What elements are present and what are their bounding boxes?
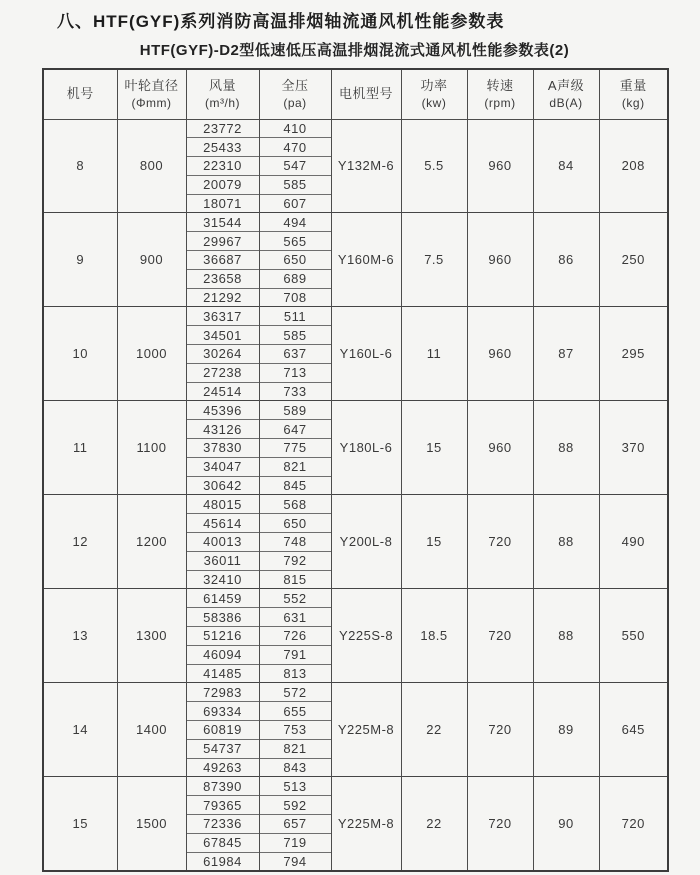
pressure-cell: 726 (259, 627, 331, 646)
airflow-cell: 24514 (186, 382, 259, 401)
weight-cell: 250 (599, 213, 668, 307)
pressure-cell: 794 (259, 852, 331, 871)
pressure-cell: 650 (259, 251, 331, 270)
airflow-cell: 46094 (186, 645, 259, 664)
airflow-cell: 72336 (186, 814, 259, 833)
airflow-cell: 79365 (186, 796, 259, 815)
power-cell: 11 (401, 307, 467, 401)
pressure-cell: 748 (259, 533, 331, 552)
weight-cell: 490 (599, 495, 668, 589)
airflow-cell: 61984 (186, 852, 259, 871)
motor-model-cell: Y225M-8 (331, 683, 401, 777)
airflow-cell: 22310 (186, 157, 259, 176)
pressure-cell: 713 (259, 363, 331, 382)
airflow-cell: 21292 (186, 288, 259, 307)
machine-no-cell: 14 (43, 683, 117, 777)
pressure-cell: 708 (259, 288, 331, 307)
speed-cell: 720 (467, 777, 533, 871)
diameter-cell: 1500 (117, 777, 186, 871)
table-row (43, 683, 668, 702)
airflow-cell: 32410 (186, 570, 259, 589)
machine-no-cell: 12 (43, 495, 117, 589)
machine-no-cell: 8 (43, 119, 117, 213)
airflow-cell: 43126 (186, 420, 259, 439)
pressure-cell: 753 (259, 721, 331, 740)
table-row (43, 119, 668, 138)
motor-model-cell: Y225S-8 (331, 589, 401, 683)
airflow-cell: 29967 (186, 232, 259, 251)
table-header (43, 69, 668, 119)
motor-model-cell: Y160M-6 (331, 213, 401, 307)
airflow-cell: 40013 (186, 533, 259, 552)
airflow-cell: 67845 (186, 833, 259, 852)
diameter-cell: 1100 (117, 401, 186, 495)
speed-cell: 960 (467, 213, 533, 307)
airflow-cell: 30264 (186, 345, 259, 364)
table-row (43, 777, 668, 796)
speed-cell: 720 (467, 589, 533, 683)
header-cell-7: A声级 dB(A) (533, 69, 599, 119)
pressure-cell: 655 (259, 702, 331, 721)
pressure-cell: 568 (259, 495, 331, 514)
noise-level-cell: 90 (533, 777, 599, 871)
pressure-cell: 585 (259, 326, 331, 345)
pressure-cell: 792 (259, 551, 331, 570)
weight-cell: 720 (599, 777, 668, 871)
speed-cell: 720 (467, 495, 533, 589)
motor-model-cell: Y225M-8 (331, 777, 401, 871)
pressure-cell: 821 (259, 457, 331, 476)
airflow-cell: 41485 (186, 664, 259, 683)
airflow-cell: 30642 (186, 476, 259, 495)
airflow-cell: 69334 (186, 702, 259, 721)
airflow-cell: 49263 (186, 758, 259, 777)
airflow-cell: 23772 (186, 119, 259, 138)
pressure-cell: 607 (259, 194, 331, 213)
pressure-cell: 631 (259, 608, 331, 627)
weight-cell: 550 (599, 589, 668, 683)
power-cell: 7.5 (401, 213, 467, 307)
table-row (43, 495, 668, 514)
diameter-cell: 900 (117, 213, 186, 307)
pressure-cell: 719 (259, 833, 331, 852)
pressure-cell: 815 (259, 570, 331, 589)
motor-model-cell: Y180L-6 (331, 401, 401, 495)
pressure-cell: 589 (259, 401, 331, 420)
airflow-cell: 31544 (186, 213, 259, 232)
fan-parameters-table (42, 68, 669, 872)
pressure-cell: 585 (259, 175, 331, 194)
noise-level-cell: 86 (533, 213, 599, 307)
airflow-cell: 36687 (186, 251, 259, 270)
airflow-cell: 54737 (186, 739, 259, 758)
header-cell-1: 叶轮直径 (Φmm) (117, 69, 186, 119)
airflow-cell: 60819 (186, 721, 259, 740)
pressure-cell: 511 (259, 307, 331, 326)
power-cell: 15 (401, 401, 467, 495)
diameter-cell: 1200 (117, 495, 186, 589)
airflow-cell: 25433 (186, 138, 259, 157)
pressure-cell: 657 (259, 814, 331, 833)
noise-level-cell: 88 (533, 589, 599, 683)
airflow-cell: 36317 (186, 307, 259, 326)
machine-no-cell: 10 (43, 307, 117, 401)
airflow-cell: 45614 (186, 514, 259, 533)
noise-level-cell: 88 (533, 401, 599, 495)
diameter-cell: 1400 (117, 683, 186, 777)
motor-model-cell: Y200L-8 (331, 495, 401, 589)
machine-no-cell: 9 (43, 213, 117, 307)
weight-cell: 295 (599, 307, 668, 401)
airflow-cell: 23658 (186, 269, 259, 288)
airflow-cell: 48015 (186, 495, 259, 514)
noise-level-cell: 88 (533, 495, 599, 589)
header-cell-5: 功率 (kw) (401, 69, 467, 119)
table-row (43, 589, 668, 608)
airflow-cell: 18071 (186, 194, 259, 213)
pressure-cell: 470 (259, 138, 331, 157)
table-row (43, 307, 668, 326)
noise-level-cell: 89 (533, 683, 599, 777)
airflow-cell: 87390 (186, 777, 259, 796)
pressure-cell: 552 (259, 589, 331, 608)
pressure-cell: 775 (259, 439, 331, 458)
header-cell-2: 风量 (m³/h) (186, 69, 259, 119)
pressure-cell: 410 (259, 119, 331, 138)
header-cell-0: 机号 (43, 69, 117, 119)
table-body (43, 119, 668, 871)
pressure-cell: 565 (259, 232, 331, 251)
speed-cell: 720 (467, 683, 533, 777)
motor-model-cell: Y160L-6 (331, 307, 401, 401)
machine-no-cell: 11 (43, 401, 117, 495)
airflow-cell: 34047 (186, 457, 259, 476)
airflow-cell: 36011 (186, 551, 259, 570)
pressure-cell: 791 (259, 645, 331, 664)
pressure-cell: 637 (259, 345, 331, 364)
diameter-cell: 1000 (117, 307, 186, 401)
noise-level-cell: 87 (533, 307, 599, 401)
header-row (43, 69, 668, 119)
power-cell: 18.5 (401, 589, 467, 683)
table-row (43, 213, 668, 232)
pressure-cell: 821 (259, 739, 331, 758)
page-subtitle: HTF(GYF)-D2型低速低压高温排烟混流式通风机性能参数表(2) (139, 42, 570, 59)
pressure-cell: 647 (259, 420, 331, 439)
airflow-cell: 37830 (186, 439, 259, 458)
weight-cell: 645 (599, 683, 668, 777)
machine-no-cell: 15 (43, 777, 117, 871)
header-cell-6: 转速 (rpm) (467, 69, 533, 119)
power-cell: 22 (401, 683, 467, 777)
pressure-cell: 547 (259, 157, 331, 176)
machine-no-cell: 13 (43, 589, 117, 683)
airflow-cell: 34501 (186, 326, 259, 345)
pressure-cell: 689 (259, 269, 331, 288)
speed-cell: 960 (467, 119, 533, 213)
speed-cell: 960 (467, 401, 533, 495)
airflow-cell: 58386 (186, 608, 259, 627)
pressure-cell: 494 (259, 213, 331, 232)
diameter-cell: 800 (117, 119, 186, 213)
power-cell: 15 (401, 495, 467, 589)
pressure-cell: 845 (259, 476, 331, 495)
header-cell-4: 电机型号 (331, 69, 401, 119)
pressure-cell: 843 (259, 758, 331, 777)
airflow-cell: 51216 (186, 627, 259, 646)
header-cell-3: 全压 (pa) (259, 69, 331, 119)
speed-cell: 960 (467, 307, 533, 401)
airflow-cell: 45396 (186, 401, 259, 420)
airflow-cell: 61459 (186, 589, 259, 608)
weight-cell: 370 (599, 401, 668, 495)
noise-level-cell: 84 (533, 119, 599, 213)
power-cell: 5.5 (401, 119, 467, 213)
pressure-cell: 513 (259, 777, 331, 796)
airflow-cell: 72983 (186, 683, 259, 702)
airflow-cell: 20079 (186, 175, 259, 194)
pressure-cell: 650 (259, 514, 331, 533)
page-title: 八、HTF(GYF)系列消防高温排烟轴流通风机性能参数表 (57, 12, 505, 31)
airflow-cell: 27238 (186, 363, 259, 382)
weight-cell: 208 (599, 119, 668, 213)
motor-model-cell: Y132M-6 (331, 119, 401, 213)
power-cell: 22 (401, 777, 467, 871)
pressure-cell: 733 (259, 382, 331, 401)
pressure-cell: 592 (259, 796, 331, 815)
table-row (43, 401, 668, 420)
header-cell-8: 重量 (kg) (599, 69, 668, 119)
pressure-cell: 572 (259, 683, 331, 702)
diameter-cell: 1300 (117, 589, 186, 683)
pressure-cell: 813 (259, 664, 331, 683)
